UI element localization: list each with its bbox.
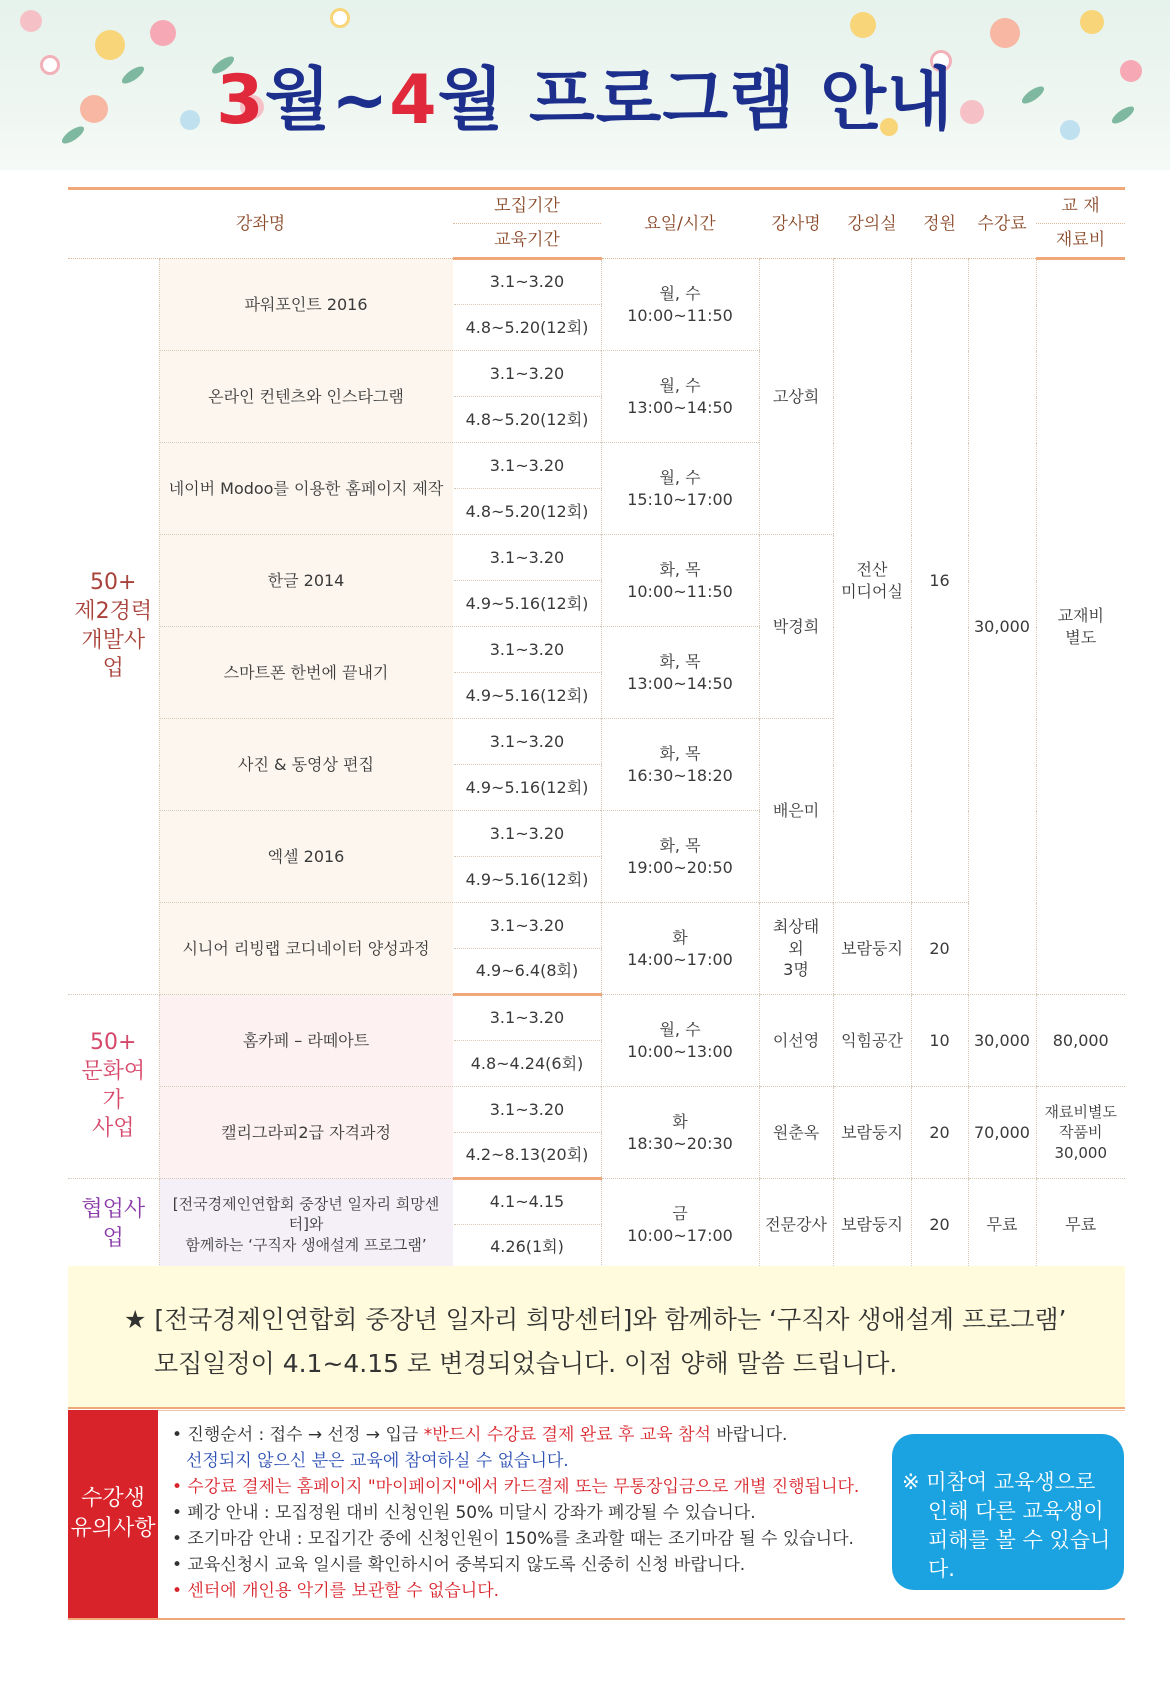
caution-highlight: *반드시 수강료 결제 완료 후 교육 참석 — [423, 1425, 711, 1445]
recruit-period: 3.1~3.20 — [453, 995, 601, 1041]
recruit-period: 4.1~4.15 — [453, 1179, 601, 1225]
course-name — [159, 1179, 453, 1271]
recruit-period: 3.1~3.20 — [453, 903, 601, 949]
header-day-time: 요일/시간 — [601, 189, 759, 259]
day-time — [601, 719, 759, 811]
header-course: 강좌명 — [68, 189, 453, 259]
day-time — [601, 627, 759, 719]
room: 익힘공간 — [833, 995, 911, 1087]
day-text: 화 — [672, 927, 688, 947]
instructor: 이선영 — [759, 995, 833, 1087]
material-fee: 무료 — [1036, 1179, 1125, 1271]
fee: 무료 — [968, 1179, 1036, 1271]
day-text: 화, 목 — [659, 559, 701, 579]
time-text: 10:00~13:00 — [627, 1041, 733, 1061]
room: 보람둥지 — [833, 1179, 911, 1271]
day-text: 화, 목 — [659, 651, 701, 671]
day-time — [601, 351, 759, 443]
header-banner — [0, 0, 1170, 170]
caution-item: • 조기마감 안내 : 모집기간 중에 신청인원이 150%를 초과할 때는 조기마감 될 수 있습니다. — [172, 1529, 854, 1549]
caution-item — [172, 1422, 872, 1448]
instructor: 고상희 — [759, 259, 833, 535]
header-recruit-period: 모집기간 — [453, 189, 601, 224]
time-text: 18:30~20:30 — [627, 1133, 733, 1153]
edu-period: 4.9~5.16(12회) — [453, 581, 601, 627]
recruit-period: 3.1~3.20 — [453, 351, 601, 397]
course-name: 캘리그라피2급 자격과정 — [159, 1087, 453, 1179]
material-fee — [1036, 259, 1125, 995]
capacity: 20 — [911, 903, 968, 995]
day-text: 화, 목 — [659, 743, 701, 763]
flower-decoration — [150, 20, 176, 46]
course-line: 함께하는 ‘구직자 생애설계 프로그램’ — [185, 1235, 427, 1254]
section-label-line: 개발사업 — [81, 627, 146, 682]
material-fee — [1036, 1087, 1125, 1179]
edu-period: 4.9~5.16(12회) — [453, 673, 601, 719]
course-name: 한글 2014 — [159, 535, 453, 627]
edu-period: 4.8~5.20(12회) — [453, 489, 601, 535]
instructor: 배은미 — [759, 719, 833, 903]
capacity: 10 — [911, 995, 968, 1087]
bubble-line: 인해 다른 교육생이 — [928, 1499, 1104, 1523]
caution-item: • 센터에 개인용 악기를 보관할 수 없습니다. — [172, 1581, 500, 1601]
time-text: 10:00~11:50 — [627, 305, 733, 325]
capacity: 16 — [911, 259, 968, 903]
room-line: 미디어실 — [841, 581, 903, 601]
time-text: 19:00~20:50 — [627, 857, 733, 877]
caution-subtext: 선정되지 않으신 분은 교육에 참여하실 수 없습니다. — [186, 1451, 569, 1471]
material-fee: 80,000 — [1036, 995, 1125, 1087]
course-name: 온라인 컨텐츠와 인스타그램 — [159, 351, 453, 443]
recruit-period: 3.1~3.20 — [453, 259, 601, 305]
time-text: 10:00~11:50 — [627, 581, 733, 601]
day-text: 화, 목 — [659, 835, 701, 855]
time-text: 14:00~17:00 — [627, 949, 733, 969]
section-career-label — [68, 259, 159, 995]
section-culture-label — [68, 995, 159, 1179]
material-line: 교재비 — [1057, 606, 1104, 626]
header-capacity: 정원 — [911, 189, 968, 259]
divider — [68, 1618, 1125, 1620]
room — [833, 259, 911, 903]
course-name: 파워포인트 2016 — [159, 259, 453, 351]
course-line: [전국경제인연합회 중장년 일자리 희망센터]와 — [172, 1195, 440, 1234]
flower-decoration — [20, 10, 42, 32]
warning-bubble — [892, 1434, 1124, 1590]
section-label-line: 50+ — [90, 1030, 137, 1056]
bubble-line: 피해를 볼 수 있습니다. — [928, 1528, 1111, 1581]
recruit-period: 3.1~3.20 — [453, 719, 601, 765]
capacity: 20 — [911, 1179, 968, 1271]
section-label-line: 50+ — [90, 570, 137, 596]
recruit-period: 3.1~3.20 — [453, 627, 601, 673]
course-name: 네이버 Modoo를 이용한 홈페이지 제작 — [159, 443, 453, 535]
header-edu-period: 교육기간 — [453, 224, 601, 259]
room: 보람둥지 — [833, 1087, 911, 1179]
section-label-line: 문화여가 — [81, 1058, 146, 1113]
time-text: 15:10~17:00 — [627, 489, 733, 509]
header-instructor: 강사명 — [759, 189, 833, 259]
capacity: 20 — [911, 1087, 968, 1179]
day-time — [601, 903, 759, 995]
caution-text: 바랍니다. — [710, 1425, 788, 1445]
header-room: 강의실 — [833, 189, 911, 259]
caution-label-line: 수강생 — [81, 1486, 145, 1512]
section-coop-label — [68, 1179, 159, 1271]
title-month-start: 3 — [216, 61, 265, 140]
material-line: 재료비별도 — [1044, 1103, 1117, 1122]
day-text: 월, 수 — [659, 283, 701, 303]
instructor: 박경희 — [759, 535, 833, 719]
day-time — [601, 535, 759, 627]
section-label-line: 제2경력 — [74, 598, 153, 624]
instructor: 원춘옥 — [759, 1087, 833, 1179]
flower-decoration — [850, 12, 876, 38]
edu-period: 4.9~6.4(8회) — [453, 949, 601, 995]
day-text: 월, 수 — [659, 467, 701, 487]
instructor: 전문강사 — [759, 1179, 833, 1271]
course-name: 스마트폰 한번에 끝내기 — [159, 627, 453, 719]
section-label-line: 협업사업 — [81, 1196, 146, 1251]
day-text: 화 — [672, 1111, 688, 1131]
bubble-line: ※ 미참여 교육생으로 — [902, 1470, 1096, 1494]
time-text: 16:30~18:20 — [627, 765, 733, 785]
flower-decoration — [330, 8, 350, 28]
room-line: 전산 — [856, 559, 888, 579]
day-text: 금 — [672, 1203, 688, 1223]
header-fee: 수강료 — [968, 189, 1036, 259]
caution-text: • 진행순서 : 접수 → 선정 → 입금 — [172, 1425, 424, 1445]
edu-period: 4.26(1회) — [453, 1225, 601, 1271]
header-material-bottom: 재료비 — [1036, 224, 1125, 259]
caution-label-line: 유의사항 — [70, 1516, 156, 1541]
edu-period: 4.8~4.24(6회) — [453, 1041, 601, 1087]
edu-period: 4.9~5.16(12회) — [453, 857, 601, 903]
day-time — [601, 1087, 759, 1179]
recruit-period: 3.1~3.20 — [453, 1087, 601, 1133]
caution-label — [68, 1410, 158, 1618]
recruit-period: 3.1~3.20 — [453, 811, 601, 857]
material-line: 별도 — [1065, 628, 1097, 647]
course-name: 시니어 리빙랩 코디네이터 양성과정 — [159, 903, 453, 995]
day-time — [601, 811, 759, 903]
day-time — [601, 995, 759, 1087]
time-text: 13:00~14:50 — [627, 397, 733, 417]
edu-period: 4.8~5.20(12회) — [453, 305, 601, 351]
edu-period: 4.8~5.20(12회) — [453, 397, 601, 443]
edu-period: 4.9~5.16(12회) — [453, 765, 601, 811]
day-time — [601, 259, 759, 351]
recruit-period: 3.1~3.20 — [453, 535, 601, 581]
notice-line: 모집일정이 4.1~4.15 로 변경되었습니다. 이점 양해 말씀 드립니다. — [154, 1348, 898, 1378]
fee: 70,000 — [968, 1087, 1036, 1179]
flower-decoration — [1080, 10, 1104, 34]
caution-item: • 교육신청시 교육 일시를 확인하시어 중복되지 않도록 신중히 신청 바랍니다. — [172, 1555, 746, 1575]
material-line: 작품비 — [1059, 1123, 1103, 1142]
day-text: 월, 수 — [659, 1019, 701, 1039]
instructor — [759, 903, 833, 995]
notice-line: ★ [전국경제인연합회 중장년 일자리 희망센터]와 함께하는 ‘구직자 생애설계 프로그램’ — [124, 1305, 1067, 1334]
recruit-period: 3.1~3.20 — [453, 443, 601, 489]
caution-list — [172, 1422, 872, 1604]
caution-item: • 폐강 안내 : 모집정원 대비 신청인원 50% 미달시 강좌가 폐강될 수 있습니다. — [172, 1503, 756, 1523]
time-text: 10:00~17:00 — [627, 1225, 733, 1245]
instructor-line: 3명 — [783, 960, 809, 980]
day-time — [601, 443, 759, 535]
day-time — [601, 1179, 759, 1271]
program-table — [68, 187, 1125, 1272]
title-text-b: 월 프로그램 안내 — [437, 61, 954, 140]
divider — [158, 1410, 1125, 1411]
header-material-top: 교 재 — [1036, 189, 1125, 224]
caution-item: • 수강료 결제는 홈페이지 "마이페이지"에서 카드결제 또는 무통장입금으로 개별 진행됩니다. — [172, 1477, 860, 1497]
fee: 30,000 — [968, 259, 1036, 995]
edu-period: 4.2~8.13(20회) — [453, 1133, 601, 1179]
page-title — [0, 46, 1170, 143]
schedule-change-notice — [68, 1266, 1125, 1409]
course-name: 홈카페 – 라떼아트 — [159, 995, 453, 1087]
instructor-line: 최상태 외 — [772, 917, 820, 958]
material-line: 30,000 — [1054, 1143, 1107, 1162]
title-text-a: 월~ — [264, 61, 390, 140]
course-name: 엑셀 2016 — [159, 811, 453, 903]
day-text: 월, 수 — [659, 375, 701, 395]
time-text: 13:00~14:50 — [627, 673, 733, 693]
flower-decoration — [990, 18, 1020, 48]
room: 보람둥지 — [833, 903, 911, 995]
course-name: 사진 & 동영상 편집 — [159, 719, 453, 811]
section-label-line: 사업 — [91, 1116, 135, 1142]
fee: 30,000 — [968, 995, 1036, 1087]
title-month-end: 4 — [389, 61, 438, 140]
